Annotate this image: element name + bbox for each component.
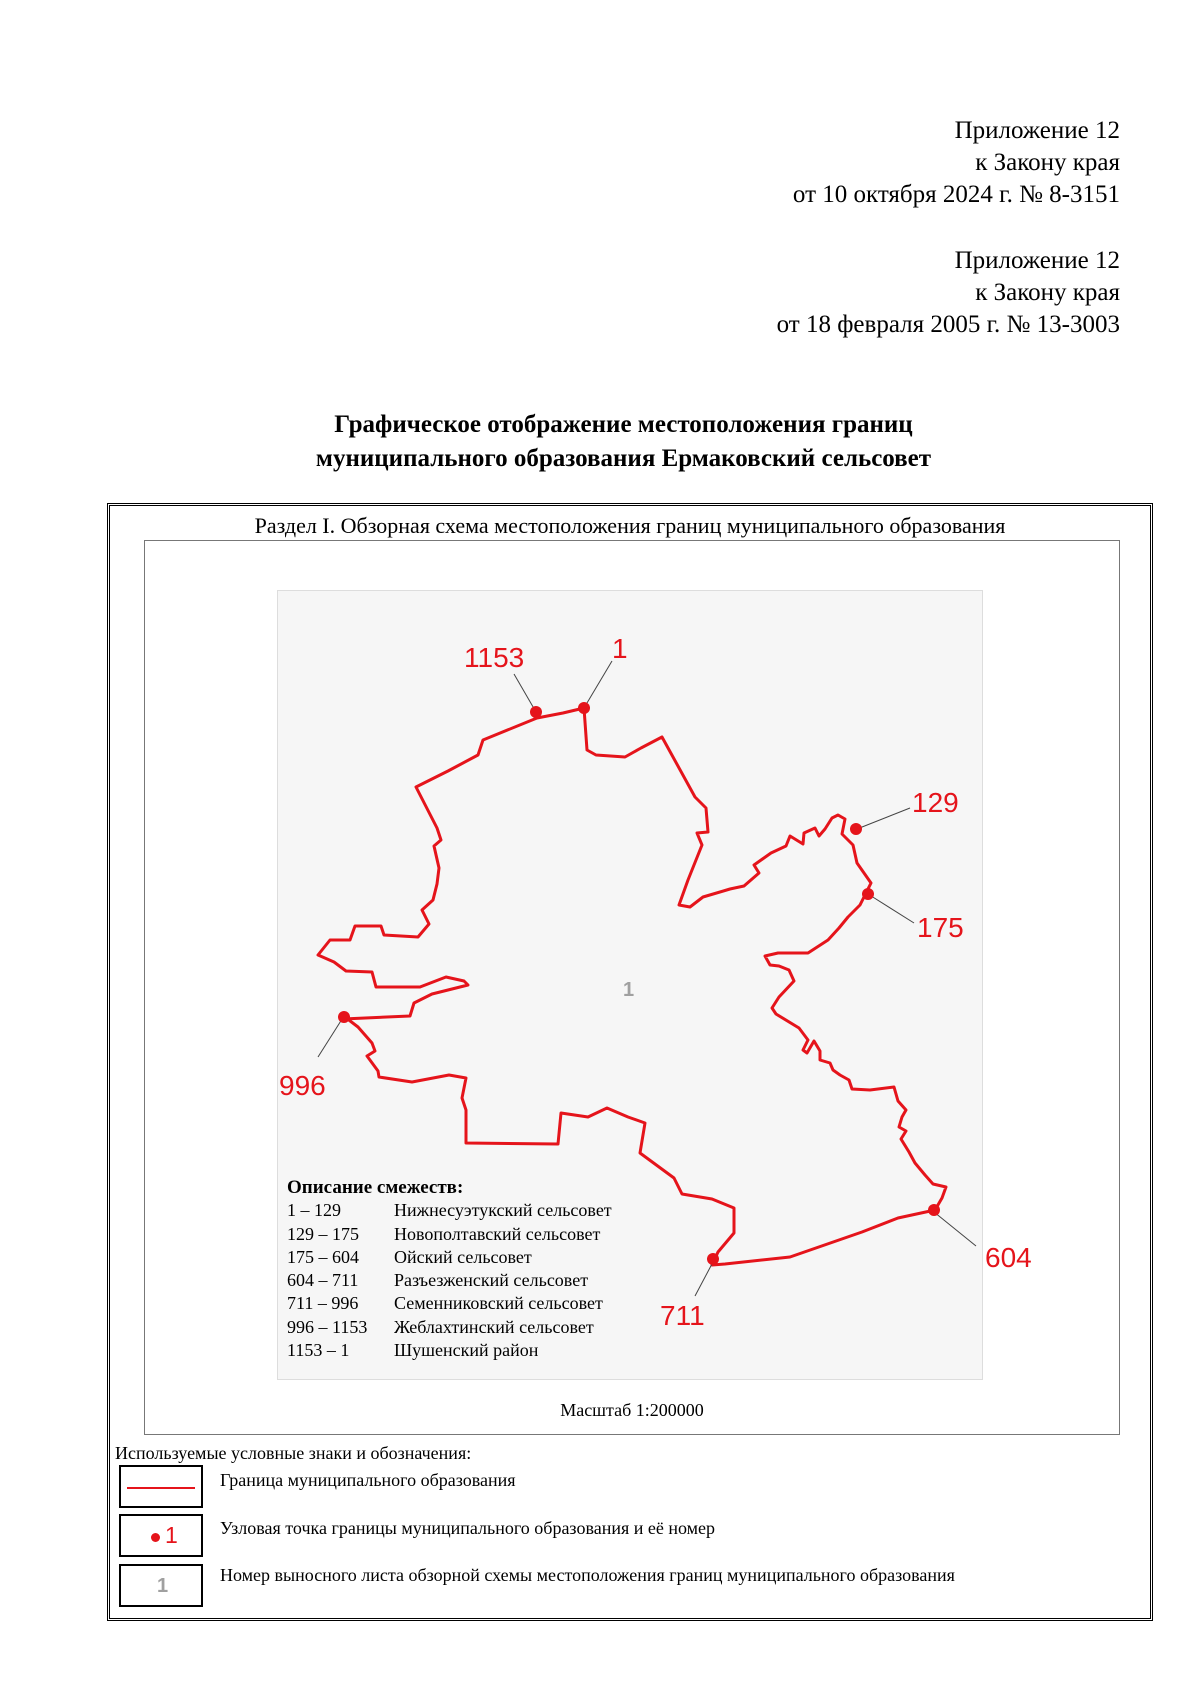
adjacency-range: 1153 – 1 xyxy=(287,1340,350,1361)
leader-line-1 xyxy=(584,661,612,708)
adjacency-neighbor-name: Разъезженский сельсовет xyxy=(394,1270,589,1291)
legend-sheet-number: 1 xyxy=(157,1575,169,1597)
adjacency-neighbor-name: Ойский сельсовет xyxy=(394,1246,532,1267)
legend-node-number: 1 xyxy=(165,1522,178,1548)
adjacency-range: 1 – 129 xyxy=(287,1200,341,1221)
node-label-604: 604 xyxy=(985,1242,1032,1273)
adjacency-description xyxy=(287,1176,612,1362)
node-point-175 xyxy=(862,888,874,900)
adjacency-title: Описание смежеств: xyxy=(287,1177,464,1198)
appendix-number: Приложение 12 xyxy=(954,247,1120,274)
document-title-line-2: муниципального образования Ермаковский сельсовет xyxy=(315,445,932,472)
adjacency-row xyxy=(287,1223,612,1246)
map-sheet-number: 1 xyxy=(623,979,635,1001)
adjacency-range: 604 – 711 xyxy=(287,1270,359,1291)
adjacency-row xyxy=(287,1339,612,1362)
section-title: Раздел I. Обзорная схема местоположения границ муниципального образования xyxy=(254,513,1006,538)
appendix-law-ref: к Закону края xyxy=(975,279,1120,306)
node-point-129 xyxy=(850,823,862,835)
leader-line-996 xyxy=(318,1016,344,1057)
adjacency-range: 996 – 1153 xyxy=(287,1316,368,1337)
node-point-1 xyxy=(578,702,590,714)
map-scale: Масштаб 1:200000 xyxy=(560,1400,704,1420)
legend-boundary-line xyxy=(127,1487,195,1489)
node-label-996: 996 xyxy=(279,1070,326,1101)
adjacency-neighbor-name: Семенниковский сельсовет xyxy=(394,1293,603,1314)
legend-sheet-label: Номер выносного листа обзорной схемы местоположения границ муниципального образования xyxy=(220,1565,955,1585)
appendix-law-date: от 10 октября 2024 г. № 8-3151 xyxy=(792,181,1120,208)
adjacency-row xyxy=(287,1316,612,1339)
appendix-law-date: от 18 февраля 2005 г. № 13-3003 xyxy=(776,311,1120,338)
node-point-996 xyxy=(338,1011,350,1023)
adjacency-table xyxy=(287,1199,612,1362)
appendix-law-ref: к Закону края xyxy=(975,149,1120,176)
legend-node-sample xyxy=(119,1514,203,1557)
adjacency-row xyxy=(287,1246,612,1269)
adjacency-neighbor-name: Новополтавский сельсовет xyxy=(394,1223,601,1244)
node-point-711 xyxy=(707,1253,719,1265)
legend-node-dot xyxy=(151,1533,160,1542)
adjacency-range: 129 – 175 xyxy=(287,1223,359,1244)
adjacency-neighbor-name: Шушенский район xyxy=(394,1340,539,1361)
legend-sheet-sample xyxy=(119,1564,203,1607)
legend-node-label: Узловая точка границы муниципального образования и её номер xyxy=(220,1518,716,1538)
node-label-1: 1 xyxy=(612,633,628,664)
adjacency-neighbor-name: Нижнесуэтукский сельсовет xyxy=(394,1200,612,1221)
adjacency-row xyxy=(287,1292,612,1315)
adjacency-row xyxy=(287,1269,612,1292)
node-point-1153 xyxy=(530,706,542,718)
leader-line-175 xyxy=(868,894,914,923)
document-title-line-1: Графическое отображение местоположения границ xyxy=(334,411,913,438)
legend-heading: Используемые условные знаки и обозначения: xyxy=(115,1443,472,1463)
leader-line-1153 xyxy=(514,674,536,712)
leader-line-711 xyxy=(695,1262,713,1296)
legend-boundary-label: Граница муниципального образования xyxy=(220,1470,516,1490)
node-label-129: 129 xyxy=(912,787,959,818)
node-label-1153: 1153 xyxy=(464,642,525,673)
node-point-604 xyxy=(928,1204,940,1216)
adjacency-row xyxy=(287,1199,612,1222)
legend-boundary-sample xyxy=(119,1465,203,1508)
leader-line-604 xyxy=(934,1212,976,1246)
node-label-175: 175 xyxy=(917,912,964,943)
adjacency-range: 175 – 604 xyxy=(287,1246,359,1267)
node-label-711: 711 xyxy=(660,1300,705,1331)
adjacency-range: 711 – 996 xyxy=(287,1293,359,1314)
leader-line-129 xyxy=(857,808,910,829)
adjacency-neighbor-name: Жеблахтинский сельсовет xyxy=(394,1316,594,1337)
appendix-number: Приложение 12 xyxy=(954,117,1120,144)
